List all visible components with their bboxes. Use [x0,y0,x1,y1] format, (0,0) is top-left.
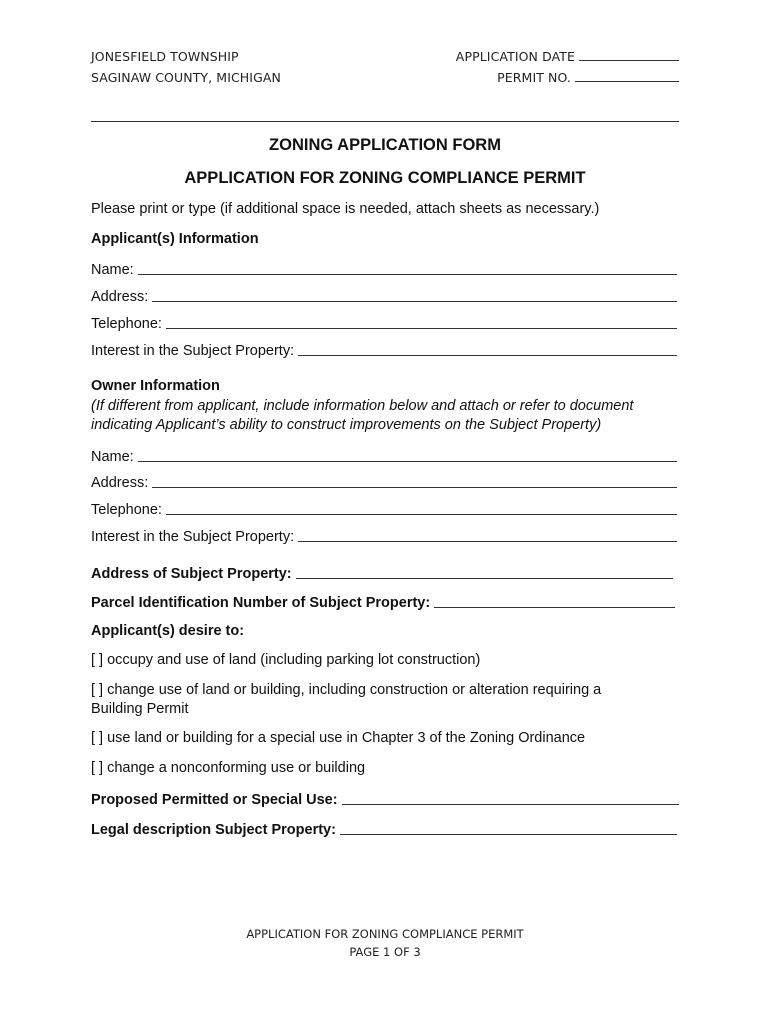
footer-title: APPLICATION FOR ZONING COMPLIANCE PERMIT [246,927,524,941]
desire-heading: Applicant(s) desire to: [91,623,245,639]
permit-no-field[interactable] [575,68,679,82]
owner-telephone-field[interactable] [91,498,677,518]
parcel-id-line[interactable] [434,593,675,608]
applicant-interest-label: Interest in the Subject Property: [91,343,295,359]
property-address-field[interactable] [91,562,673,582]
proposed-use-label: Proposed Permitted or Special Use: [91,792,338,808]
applicant-interest-field[interactable] [91,339,677,359]
parcel-id-field[interactable] [91,591,675,611]
legal-description-line[interactable] [340,820,677,835]
applicant-name-field[interactable] [91,258,677,278]
owner-name-field[interactable] [91,445,677,465]
applicant-name-line[interactable] [138,260,677,275]
property-address-line[interactable] [296,564,673,579]
desire-option-occupy[interactable]: [ ] occupy and use of land (including parking lot construction) [91,652,481,668]
form-subtitle: APPLICATION FOR ZONING COMPLIANCE PERMIT [184,169,586,187]
owner-interest-field[interactable] [91,525,677,545]
owner-address-field[interactable] [91,471,677,491]
applicant-address-label: Address: [91,289,149,305]
desire-option-change-use[interactable]: [ ] change use of land or building, including construction or alteration requiring a Building Permit [91,682,602,717]
application-date-row [453,46,679,67]
owner-interest-label: Interest in the Subject Property: [91,529,295,545]
owner-address-label: Address: [91,475,149,491]
township-name: JONESFIELD TOWNSHIP [91,49,239,64]
applicant-address-line[interactable] [152,287,677,302]
desire-option-nonconforming[interactable]: [ ] change a nonconforming use or building [91,760,366,776]
parcel-id-label: Parcel Identification Number of Subject Property: [91,595,431,611]
proposed-use-line[interactable] [342,790,679,805]
applicant-name-label: Name: [91,262,134,278]
application-date-field[interactable] [579,47,679,61]
owner-telephone-line[interactable] [166,500,677,515]
owner-address-line[interactable] [152,473,677,488]
header-divider [91,121,679,122]
permit-no-label: PERMIT NO. [497,70,571,85]
permit-no-row [453,67,679,88]
instructions: Please print or type (if additional space is needed, attach sheets as necessary.) [91,201,600,217]
owner-interest-line[interactable] [298,527,677,542]
owner-note-line2: indicating Applicant’s ability to construct improvements on the Subject Property) [91,417,602,433]
applicant-address-field[interactable] [91,285,677,305]
legal-description-label: Legal description Subject Property: [91,822,336,838]
applicant-telephone-line[interactable] [166,314,677,329]
owner-note-line1: (If different from applicant, include information below and attach or refer to document [91,398,634,414]
legal-description-field[interactable] [91,818,677,838]
header-right [453,46,679,88]
desire-option-special-use[interactable]: [ ] use land or building for a special use in Chapter 3 of the Zoning Ordinance [91,730,586,746]
applicant-telephone-field[interactable] [91,312,677,332]
application-date-label: APPLICATION DATE [455,49,575,64]
owner-telephone-label: Telephone: [91,502,162,518]
applicant-telephone-label: Telephone: [91,316,162,332]
applicant-heading: Applicant(s) Information [91,231,259,247]
proposed-use-field[interactable] [91,788,679,808]
form-title: ZONING APPLICATION FORM [269,136,501,154]
owner-name-label: Name: [91,449,134,465]
property-address-label: Address of Subject Property: [91,566,292,582]
county-name: SAGINAW COUNTY, MICHIGAN [91,70,281,85]
owner-heading: Owner Information [91,378,220,394]
header-left [91,46,281,88]
applicant-interest-line[interactable] [298,341,677,356]
page-number: PAGE 1 OF 3 [349,945,421,959]
owner-name-line[interactable] [138,447,677,462]
